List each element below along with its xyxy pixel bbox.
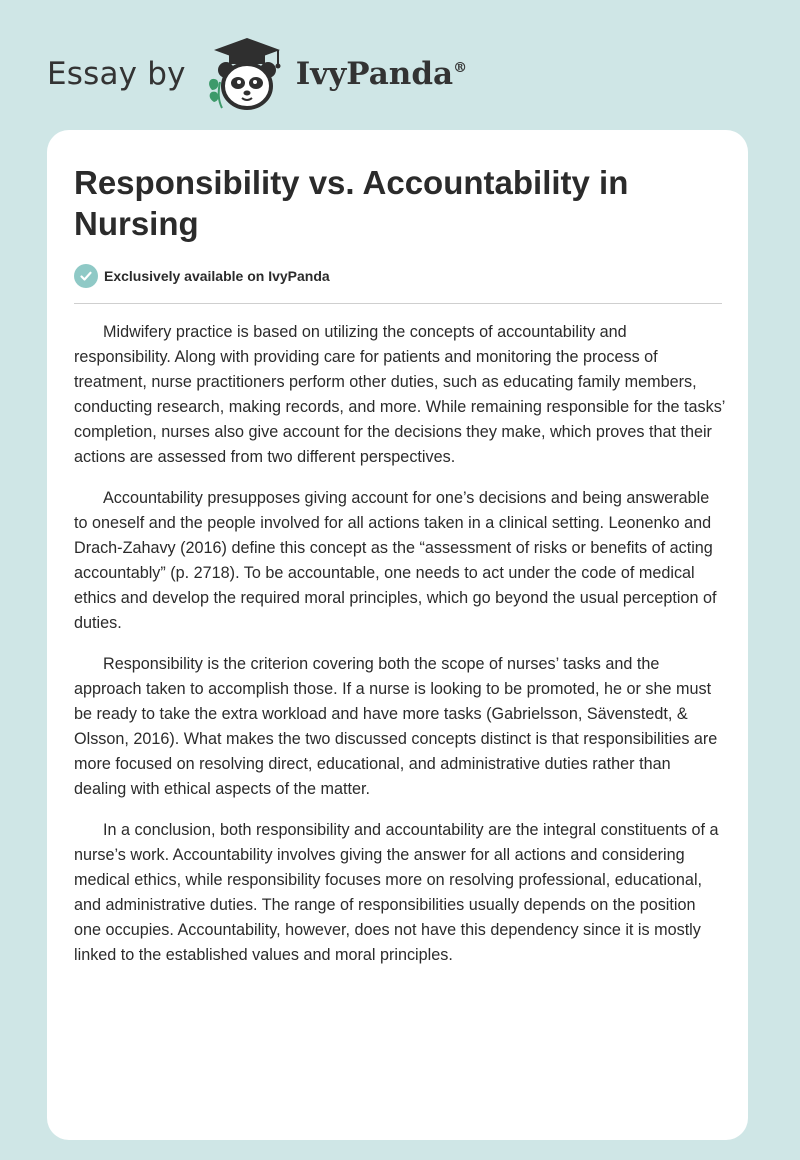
- paragraph-2: Accountability presupposes giving account for one’s decisions and being answerable to oneself and the people involved for all actions taken in a clinical setting. Leonenko and Drach-Zahavy (2016) define this concept as the “assessment of risks or benefits of acting accountably” (p. 2718). To be accountable, one needs to act under the code of medical ethics and develop the required moral principles, which go beyond the usual perception of duties.: [74, 489, 717, 632]
- page-title: Responsibility vs. Accountability in Nursing: [74, 164, 629, 242]
- essay-body: [74, 320, 726, 984]
- divider: [74, 303, 722, 304]
- paragraph-1: Midwifery practice is based on utilizing the concepts of accountability and responsibility. Along with providing care for patients and monitoring the process of treatment, nurse practitioners perform other duties, such as educating family members, conducting research, making records, and more. While remaining responsible for the tasks’ completion, nurses also give account for the decisions they make, which proves that their actions are assessed from two different perspectives.: [74, 323, 725, 466]
- registered-mark: ®: [453, 60, 468, 76]
- check-circle-icon: [74, 264, 98, 288]
- brand-name[interactable]: [296, 56, 467, 92]
- brand-name-text: IvyPanda: [295, 56, 454, 92]
- badge-text: Exclusively available on IvyPanda: [104, 268, 330, 284]
- essay-by-label: Essay by: [47, 56, 186, 92]
- exclusive-badge: [74, 264, 330, 288]
- paragraph-4: In a conclusion, both responsibility and accountability are the integral constituents of a nurse’s work. Accountability involves giving the answer for all actions and considering medical ethics, while responsibility focuses more on resolving professional, educational, and administrative duties. The range of responsibilities usually depends on the position one occupies. Accountability, however, does not have this dependency since it is mostly linked to the established values and moral principles.: [74, 821, 719, 964]
- panda-graduate-logo-icon[interactable]: [204, 36, 290, 112]
- paragraph-3: Responsibility is the criterion covering both the scope of nurses’ tasks and the approach taken to accomplish those. If a nurse is looking to be promoted, he or she must be ready to take the extra workload and have more tasks (Gabrielsson, Sävenstedt, & Olsson, 2016). What makes the two discussed concepts distinct is that responsibilities are more focused on resolving direct, educational, and administrative duties rather than dealing with ethical aspects of the matter.: [74, 655, 718, 798]
- essay-card: [47, 130, 748, 1140]
- site-header: [47, 36, 467, 112]
